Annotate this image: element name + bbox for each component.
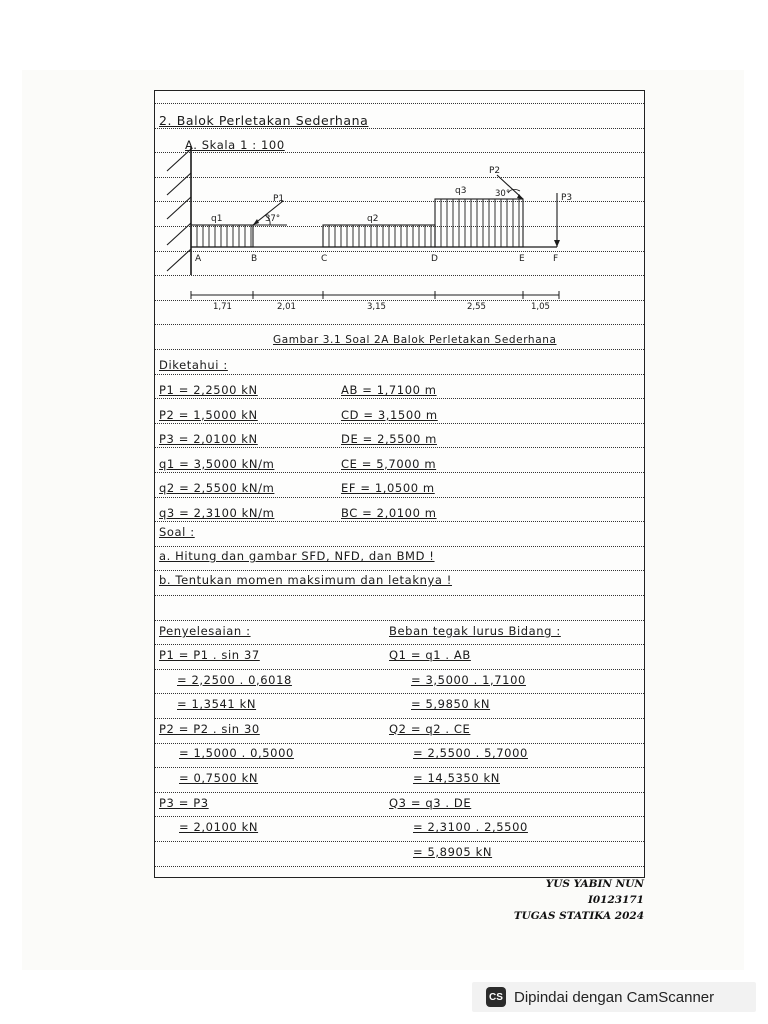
solution-left-line: P2 = P2 . sin 30	[159, 721, 260, 736]
solution-right-line: = 5,8905 kN	[413, 844, 493, 859]
label-p1: P1	[273, 194, 285, 204]
dim-bc: 2,01	[277, 302, 296, 312]
given-load-4: q2 = 2,5500 kN/m	[159, 481, 275, 496]
solution-right-line: Q1 = q1 . AB	[389, 648, 471, 662]
given-load-1: P2 = 1,5000 kN	[159, 407, 258, 422]
dim-de: 2,55	[467, 302, 486, 312]
rule-line	[155, 472, 644, 473]
rule-line	[155, 349, 644, 350]
given-length-5: BC = 2,0100 m	[341, 506, 437, 520]
rule-line	[155, 669, 644, 670]
solution-left-line: P1 = P1 . sin 37	[159, 648, 260, 662]
point-c: C	[321, 254, 328, 264]
label-q3: q3	[455, 186, 467, 196]
solution-left-line: = 0,7500 kN	[179, 771, 259, 785]
point-f: F	[553, 254, 559, 264]
solution-right-line: = 3,5000 . 1,7100	[411, 672, 526, 687]
given-load-0: P1 = 2,2500 kN	[159, 383, 258, 397]
solution-left-line: = 2,2500 . 0,6018	[177, 672, 292, 687]
rule-line	[155, 447, 644, 448]
point-e: E	[519, 254, 525, 264]
camscanner-badge	[472, 982, 756, 1012]
given-load-3: q1 = 3,5000 kN/m	[159, 456, 275, 471]
diketahui-label: Diketahui :	[159, 358, 228, 372]
label-angle-p1: 37°	[265, 214, 281, 224]
figure-caption: Gambar 3.1 Soal 2A Balok Perletakan Sederhana	[273, 334, 557, 346]
camscanner-logo-icon: CS	[486, 987, 506, 1007]
solution-right-line: = 2,3100 . 2,5500	[413, 820, 528, 835]
solution-right-line: Q2 = q2 . CE	[389, 721, 471, 736]
given-load-5: q3 = 2,3100 kN/m	[159, 506, 275, 520]
rule-line	[155, 743, 644, 744]
rule-line	[155, 570, 644, 571]
rule-line	[155, 792, 644, 793]
question-a: a. Hitung dan gambar SFD, NFD, dan BMD !	[159, 549, 435, 563]
rule-line	[155, 423, 644, 424]
signature-name: YUS YABIN NUN	[545, 878, 644, 890]
given-length-3: CE = 5,7000 m	[341, 456, 437, 471]
beam-figure	[155, 143, 644, 313]
dim-ab: 1,71	[213, 302, 232, 312]
rule-line	[155, 521, 644, 522]
rule-line	[155, 595, 644, 596]
label-p2: P2	[489, 166, 501, 176]
rule-line	[155, 398, 644, 399]
rule-line	[155, 497, 644, 498]
rule-line	[155, 866, 644, 867]
rule-line	[155, 841, 644, 842]
beban-label: Beban tegak lurus Bidang :	[389, 624, 561, 638]
solution-right-line: = 14,5350 kN	[413, 771, 500, 785]
point-d: D	[431, 254, 438, 264]
rule-line	[155, 620, 644, 621]
soal-label: Soal :	[159, 525, 195, 539]
rule-line	[155, 767, 644, 768]
solution-left-line: = 2,0100 kN	[179, 820, 259, 835]
given-length-2: DE = 2,5500 m	[341, 432, 437, 447]
solution-left-line: = 1,5000 . 0,5000	[179, 746, 294, 761]
label-angle-p2: 30°	[495, 189, 511, 199]
given-length-4: EF = 1,0500 m	[341, 481, 435, 496]
rule-line	[155, 374, 644, 375]
rule-line	[155, 816, 644, 817]
solution-left-line: P3 = P3	[159, 795, 209, 810]
dim-ef: 1,05	[531, 302, 550, 312]
section-title: 2. Balok Perletakan Sederhana	[159, 113, 369, 128]
point-b: B	[251, 254, 258, 264]
rule-line	[155, 103, 644, 104]
given-load-2: P3 = 2,0100 kN	[159, 432, 258, 447]
given-length-1: CD = 3,1500 m	[341, 407, 438, 422]
given-length-0: AB = 1,7100 m	[341, 383, 437, 397]
label-p3: P3	[561, 193, 573, 203]
solution-left-line: = 1,3541 kN	[177, 697, 257, 712]
rule-line	[155, 693, 644, 694]
rule-line	[155, 718, 644, 719]
rule-line	[155, 546, 644, 547]
notebook-page	[154, 90, 645, 878]
dim-cd: 3,15	[367, 302, 386, 312]
label-q2: q2	[367, 214, 379, 224]
camscanner-text: Dipindai dengan CamScanner	[514, 988, 715, 1006]
signature-id: I0123171	[587, 894, 644, 906]
label-q1: q1	[211, 214, 223, 224]
solution-right-line: = 5,9850 kN	[411, 697, 491, 712]
question-b: b. Tentukan momen maksimum dan letaknya !	[159, 573, 452, 587]
solution-right-line: = 2,5500 . 5,7000	[413, 746, 528, 761]
penyelesaian-label: Penyelesaian :	[159, 624, 251, 638]
solution-right-line: Q3 = q3 . DE	[389, 795, 472, 810]
signature-course: TUGAS STATIKA 2024	[513, 910, 644, 922]
scale-label: A. Skala 1 : 100	[185, 138, 285, 152]
rule-line	[155, 324, 644, 325]
rule-line	[155, 644, 644, 645]
point-a: A	[195, 254, 202, 264]
